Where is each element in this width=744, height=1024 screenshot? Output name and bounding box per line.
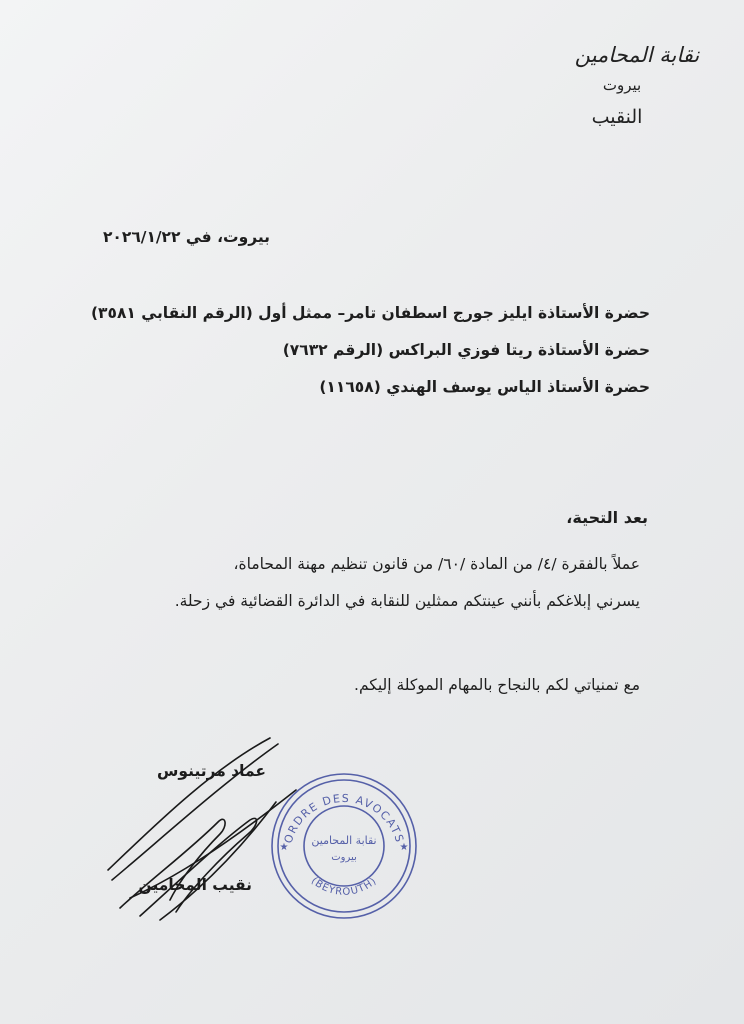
letterhead-organization: نقابة المحامين — [574, 43, 700, 67]
stamp-inner-line: نقابة المحامين — [311, 834, 377, 847]
official-stamp — [268, 770, 420, 922]
body-paragraph-line: يسرني إبلاغكم بأنني عينتكم ممثلين للنقابة في الدائرة القضائية في زحلة. — [174, 592, 640, 610]
body-paragraph-line: عملاً بالفقرة /٤/ من المادة /٦٠/ من قانون تنظيم مهنة المحاماة، — [233, 555, 640, 573]
stamp-outer-text: ORDRE DES AVOCATS — [281, 791, 407, 845]
greeting: بعد التحية، — [566, 508, 648, 527]
recipient-line: حضرة الأستاذة ريتا فوزي البراكس (الرقم ٧٦٣٢) — [282, 341, 650, 359]
star-icon: ★ — [279, 842, 289, 853]
closing-line: مع تمنياتي لكم بالنجاح بالمهام الموكلة إليكم. — [354, 676, 640, 694]
letterhead-city: بيروت — [602, 76, 642, 94]
signatory-name: عماد مرتينوس — [157, 762, 266, 780]
signatory-title: نقيب المحامين — [138, 876, 252, 894]
stamp-outer-text-bottom: (BEYROUTH) — [308, 875, 380, 898]
date-line: بيروت، في ٢٠٢٦/١/٢٢ — [102, 228, 270, 246]
recipient-line: حضرة الأستاذة ايليز جورج اسطفان تامر– ممثل أول (الرقم النقابي ٣٥٨١) — [90, 304, 650, 322]
stamp-inner-line: بيروت — [331, 852, 357, 863]
recipient-line: حضرة الأستاذ الياس يوسف الهندي (١١٦٥٨) — [319, 378, 650, 396]
letterhead — [572, 40, 702, 132]
star-icon: ★ — [399, 842, 409, 853]
letterhead-title: النقيب — [591, 106, 643, 128]
